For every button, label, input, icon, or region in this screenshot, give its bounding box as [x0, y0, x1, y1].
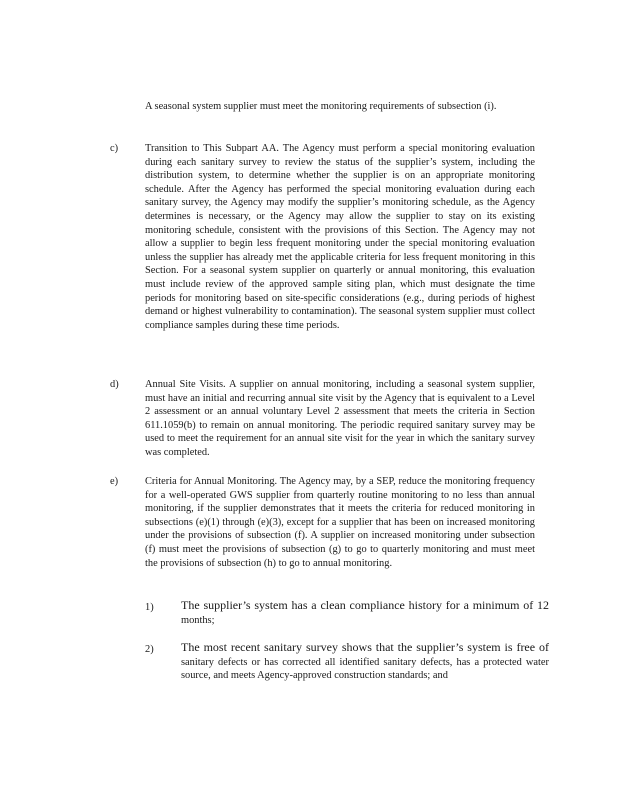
intro-paragraph: A seasonal system supplier must meet the monitoring requirements of subsection (i). — [145, 101, 497, 112]
item-2-lead: The most recent sanitary survey shows that the supplier’s system is free of — [181, 640, 549, 654]
section-c-paragraph: Transition to This Subpart AA. The Agency must perform a special monitoring evaluation during each sanitary survey to review the status of the supplier’s system, including the distribution system, to determine whether the supplier is on an appropriate monitoring schedule. After the Agency has performed the special monitoring evaluation during each sanitary survey, the Agency may modify the supplier’s monitoring schedule, as the Agency determines is necessary, or the Agency may allow the supplier to stay on its existing monitoring schedule, consistent with the provisions of this Section. The Agency may not allow a supplier to begin less frequent monitoring under the special monitoring evaluation unless the supplier has already met the applicable criteria for less frequent monitoring in this Section. For a seasonal system supplier on quarterly or annual monitoring, this evaluation must include review of the approved sample siting plan, which must designate the time periods for monitoring based on site-specific considerations (e.g., during periods of highest demand or highest vulnerability to contamination). The seasonal system supplier must collect compliance samples during these time periods. — [145, 143, 535, 331]
item-1-label: 1) — [145, 602, 154, 613]
item-2-rest: sanitary defects or has corrected all identified sanitary defects, has a protected water source, and meets Agency-approved construction standards; and — [181, 656, 549, 682]
section-e-paragraph: Criteria for Annual Monitoring. The Agency may, by a SEP, reduce the monitoring frequency for a well-operated GWS supplier from quarterly routine monitoring to no less than annual monitoring, if the supplier demonstrates that it meets the criteria for reduced monitoring in subsections (e)(1) through (e)(3), except for a supplier that has been on increased monitoring under the provisions of subsection (f). A supplier on increased monitoring under subsection (f) must meet the provisions of subsection (g) to go to quarterly monitoring and must meet the provisions of subsection (h) to go to annual monitoring. — [145, 476, 535, 569]
item-1-rest: months; — [181, 614, 215, 626]
item-1-lead: The supplier’s system has a clean compliance history for a minimum of 12 — [181, 598, 549, 612]
item-2-label: 2) — [145, 644, 154, 655]
section-d-label: d) — [110, 379, 119, 390]
section-d-paragraph: Annual Site Visits. A supplier on annual monitoring, including a seasonal system supplier, must have an initial and recurring annual site visit by the Agency that is equivalent to a Level 2 assessment or an annual voluntary Level 2 assessment that meets the criteria in Section 611.1059(b) to remain on annual monitoring. The periodic required sanitary survey may be used to meet the requirement for an annual site visit for the year in which the sanitary survey was completed. — [145, 379, 535, 458]
section-c-label: c) — [110, 143, 119, 154]
item-2-paragraph — [181, 641, 549, 683]
item-1-paragraph — [181, 599, 549, 627]
section-e-label: e) — [110, 476, 119, 487]
